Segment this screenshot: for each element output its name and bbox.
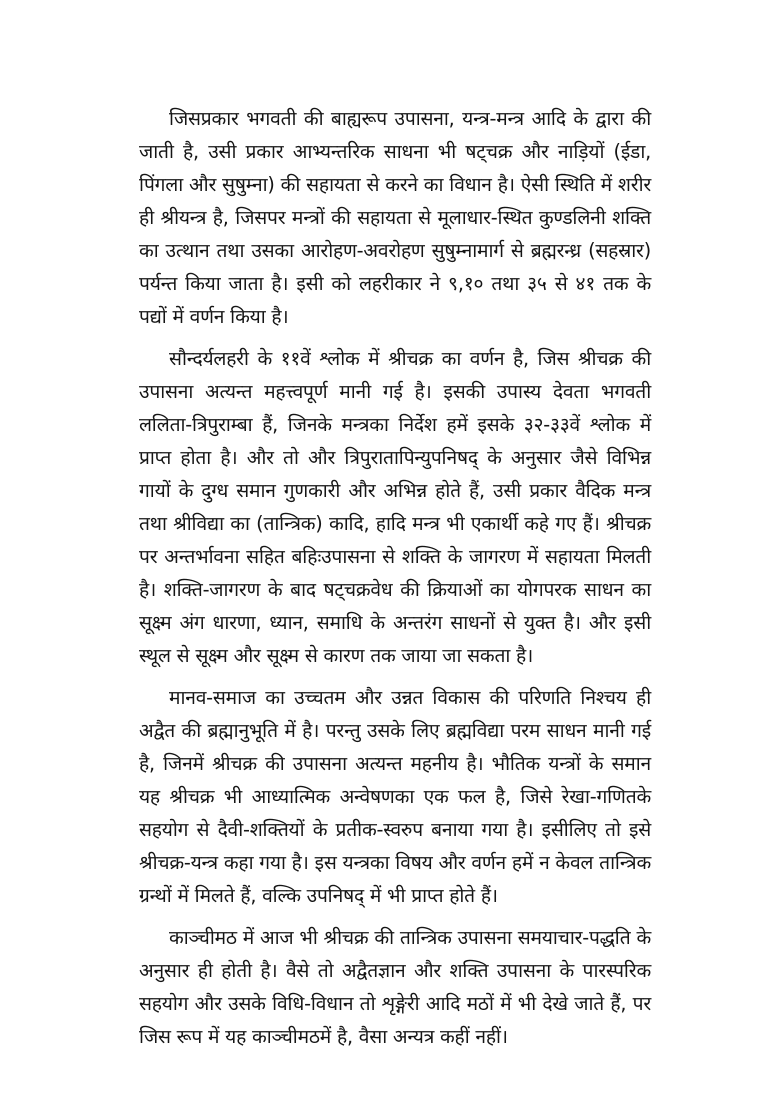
paragraph-4: काञ्चीमठ में आज भी श्रीचक्र की तान्त्रिक उपासना समयाचार-पद्धति के अनुसार ही होती है। वैसे तो अद्वैतज्ञान और शक्ति उपासना के पारस्परिक सहयोग और उसके विधि-विधान तो शृङ्गेरी आदि मठों में भी देखे जाते हैं, पर जिस रूप में यह काञ्चीमठमें है, वैसा अन्यत्र कहीं नहीं।: [139, 926, 651, 1048]
paragraph-2: सौन्दर्यलहरी के ११वें श्लोक में श्रीचक्र का वर्णन है, जिस श्रीचक्र की उपासना अत्यन्त महत्त्वपूर्ण मानी गई है। इसकी उपास्य देवता भगवती ललिता-त्रिपुराम्बा हैं, जिनके मन्त्रका निर्देश हमें इसके ३२-३३वें श्लोक में प्राप्त होता है। और तो और त्रिपुरातापिन्युपनिषद् के अनुसार जैसे विभिन्न गायों के दुग्ध समान गुणकारी और अभिन्न होते हैं, उसी प्रकार वैदिक मन्त्र तथा श्रीविद्या का (तान्त्रिक) कादि, हादि मन्त्र भी एकार्थी कहे गए हैं। श्रीचक्र पर अन्तर्भावना सहित बहिःउपासना से शक्ति के जागरण में सहायता मिलती है। शक्ति-जागरण के बाद षट्चक्रवेध की क्रियाओं का योगपरक साधन का सूक्ष्म अंग धारणा, ध्यान, समाधि के अन्तरंग साधनों से युक्त है। और इसी स्थूल से सूक्ष्म और सूक्ष्म से कारण तक जाया जा सकता है।: [139, 347, 651, 667]
paragraph-1: जिसप्रकार भगवती की बाह्यरूप उपासना, यन्त्र-मन्त्र आदि के द्वारा की जाती है, उसी प्रकार आभ्यन्तरिक साधना भी षट्चक्र और नाड़ियों (ईडा, पिंगला और सुषुम्ना) की सहायता से करने का विधान है। ऐसी स्थिति में शरीर ही श्रीयन्त्र है, जिसपर मन्त्रों की सहायता से मूलाधार-स्थित कुण्डलिनी शक्ति का उत्थान तथा उसका आरोहण-अवरोहण सुषुम्नामार्ग से ब्रह्मरन्ध्र (सहस्रार) पर्यन्त किया जाता है। इसी को लहरीकार ने ९,१० तथा ३५ से ४१ तक के पद्यों में वर्णन किया है।: [139, 107, 651, 328]
body-text: [139, 102, 651, 1053]
paragraph-3: मानव-समाज का उच्चतम और उन्नत विकास की परिणति निश्चय ही अद्वैत की ब्रह्मानुभूति में है। परन्तु उसके लिए ब्रह्मविद्या परम साधन मानी गई है, जिनमें श्रीचक्र की उपासना अत्यन्त महनीय है। भौतिक यन्त्रों के समान यह श्रीचक्र भी आध्यात्मिक अन्वेषणका एक फल है, जिसे रेखा-गणितके सहयोग से दैवी-शक्तियों के प्रतीक-स्वरुप बनाया गया है। इसीलिए तो इसे श्रीचक्र-यन्त्र कहा गया है। इस यन्त्रका विषय और वर्णन हमें न केवल तान्त्रिक ग्रन्थों में मिलते हैं, वल्कि उपनिषद् में भी प्राप्त होते हैं।: [139, 686, 651, 907]
